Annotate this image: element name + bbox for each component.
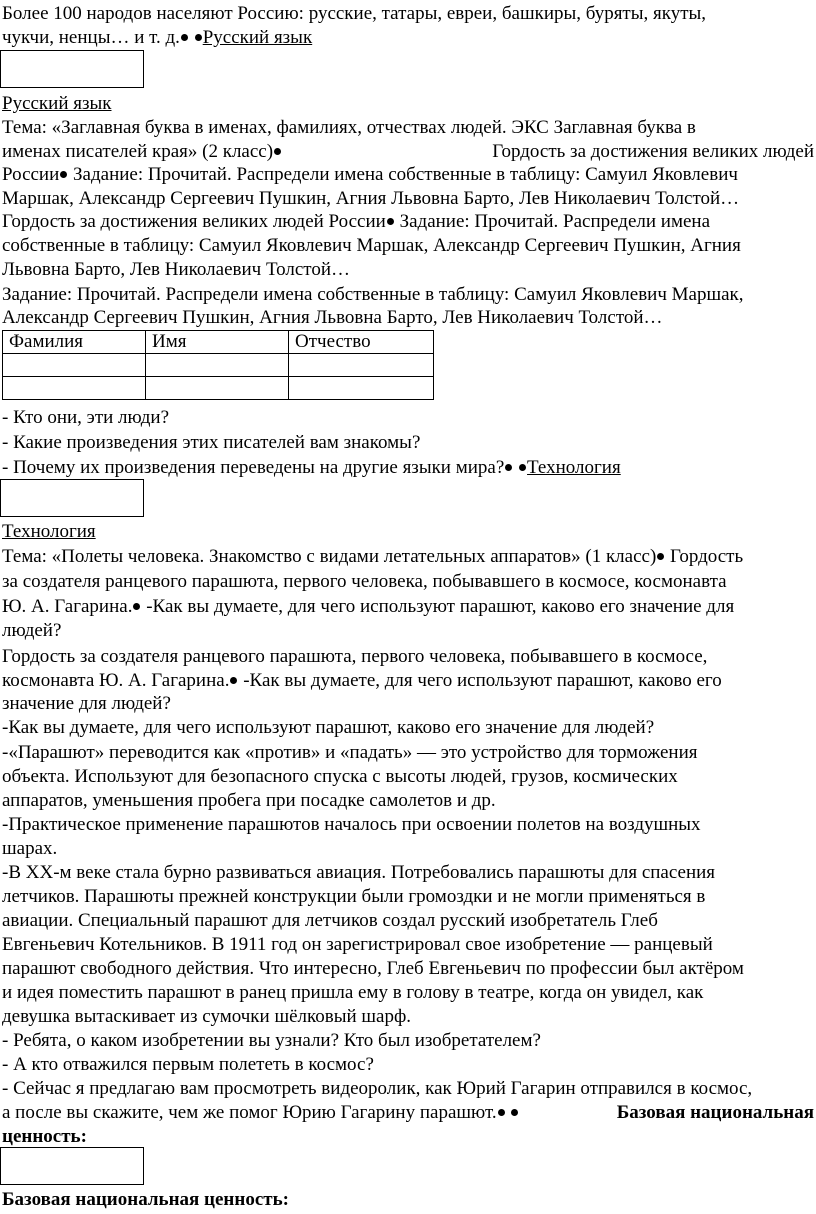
tech-text: космонавта Ю. А. Гагарина. [2, 670, 230, 691]
tech-line-6 [2, 669, 814, 692]
tech-line: людей? [2, 620, 62, 641]
tech-line: шарах. [2, 838, 58, 859]
tech-line-24 [2, 1101, 814, 1124]
bullet-icon [181, 34, 188, 41]
tech-line: -Практическое применение парашютов началось при освоении полетов на воздушных [2, 814, 701, 835]
russian-text: России [2, 164, 60, 185]
tech-text: Тема: «Полеты человека. Знакомство с видами летательных аппаратов» (1 класс) [2, 546, 657, 567]
table-cell[interactable] [146, 354, 289, 377]
russian-text: Задание: Прочитай. Распредели имена собственные в таблицу: Самуил Яковлевич [73, 164, 738, 185]
tech-line-3 [2, 595, 814, 618]
tech-line: и идея поместить парашют в ранец пришла ему в голову в театре, когда он увидел, как [2, 982, 704, 1003]
technology-link[interactable]: Технология [527, 457, 621, 478]
tech-line: - Ребята, о каком изобретении вы узнали? Кто был изобретателем? [2, 1030, 541, 1051]
table-cell[interactable] [289, 354, 434, 377]
bullet-icon [511, 1109, 518, 1116]
tech-line: - Сейчас я предлагаю вам просмотреть видеоролик, как Юрий Гагарин отправился в космос, [2, 1078, 753, 1099]
table-header-row [3, 331, 434, 354]
intro-line-2 [2, 26, 814, 49]
table-cell[interactable] [3, 354, 146, 377]
bullet-icon [505, 464, 512, 471]
tech-line: авиации. Специальный парашют для летчиков создал русский изобретатель Глеб [2, 910, 658, 931]
russian-line: собственные в таблицу: Самуил Яковлевич Маршак, Александр Сергеевич Пушкин, Агния [2, 235, 741, 256]
bullet-icon [195, 34, 202, 41]
tech-text: -Как вы думаете, для чего используют парашют, каково его [238, 670, 722, 691]
russian-line: Маршак, Александр Сергеевич Пушкин, Агния Львовна Барто, Лев Николаевич Толстой… [2, 188, 740, 209]
table-cell[interactable] [289, 377, 434, 400]
table-cell[interactable] [3, 377, 146, 400]
empty-image-frame [0, 1147, 144, 1185]
tech-line: -«Парашют» переводится как «против» и «падать» — это устройство для торможения [2, 742, 698, 763]
tech-line: - А кто отважился первым полететь в космос? [2, 1054, 374, 1075]
russian-line: Александр Сергеевич Пушкин, Агния Львовна Барто, Лев Николаевич Толстой… [2, 307, 663, 328]
tech-line: за создателя ранцевого парашюта, первого человека, побывавшего в космосе, космонавта [2, 571, 727, 592]
tech-line: Евгеньевич Котельников. В 1911 год он зарегистрировал свое изобретение — ранцевый [2, 934, 713, 955]
table-header-cell: Имя [146, 331, 289, 354]
intro-text: чукчи, ненцы… и т. д. [2, 27, 180, 48]
russian-line: Львовна Барто, Лев Николаевич Толстой… [2, 259, 351, 280]
tech-text: Ю. А. Гагарина. [2, 596, 133, 617]
tech-line: девушка вытаскивает из сумочки шёлковый шарф. [2, 1006, 412, 1027]
section-heading-russian: Русский язык [2, 93, 112, 114]
bullet-icon [230, 677, 237, 684]
tech-line: объекта. Используют для безопасного спуска с высоты людей, грузов, космических [2, 766, 678, 787]
section-heading-technology: Технология [2, 521, 96, 542]
tech-text: Гордость [665, 546, 744, 567]
names-table [2, 330, 434, 400]
question-text: - Почему их произведения переведены на другие языки мира? [2, 457, 505, 478]
russian-line-5 [2, 210, 814, 233]
tech-line: аппаратов, уменьшения пробега при посадке самолетов и др. [2, 790, 496, 811]
russian-line: Тема: «Заглавная буква в именах, фамилиях, отчествах людей. ЭКС Заглавная буква в [2, 117, 696, 138]
russian-text: Гордость за достижения великих людей [492, 141, 814, 162]
tech-line: летчиков. Парашюты прежней конструкции были громоздки и не могли применяться в [2, 886, 706, 907]
russian-line-3 [2, 163, 814, 186]
russian-text: Гордость за достижения великих людей России [2, 211, 386, 232]
bullet-icon [519, 464, 526, 471]
russian-text: Задание: Прочитай. Распредели имена [399, 211, 711, 232]
table-row [3, 354, 434, 377]
tech-line-1 [2, 545, 814, 568]
table-header-cell: Отчество [289, 331, 434, 354]
tech-line: Гордость за создателя ранцевого парашюта, первого человека, побывавшего в космосе, [2, 646, 708, 667]
tech-text: -Как вы думаете, для чего используют парашют, каково его значение для [141, 596, 735, 617]
bullet-icon [274, 148, 281, 155]
question-line: - Кто они, эти люди? [2, 407, 170, 428]
bullet-icon [133, 603, 140, 610]
intro-line: Более 100 народов населяют Россию: русские, татары, евреи, башкиры, буряты, якуты, [2, 3, 707, 24]
bullet-icon [657, 553, 664, 560]
table-row [3, 377, 434, 400]
table-header-cell: Фамилия [3, 331, 146, 354]
russian-line: Задание: Прочитай. Распредели имена собственные в таблицу: Самуил Яковлевич Маршак, [2, 284, 744, 305]
empty-image-frame [0, 479, 144, 517]
tech-line: -В XX-м веке стала бурно развиваться авиация. Потребовались парашюты для спасения [2, 862, 716, 883]
tech-line: парашют свободного действия. Что интересно, Глеб Евгеньевич по профессии был актёром [2, 958, 744, 979]
table-cell[interactable] [146, 377, 289, 400]
russian-line-2 [2, 140, 814, 163]
national-value-heading-inline: Базовая национальная [616, 1102, 814, 1123]
tech-line-bold: ценность: [2, 1126, 87, 1147]
bullet-icon [387, 218, 394, 225]
empty-image-frame [0, 50, 144, 88]
section-heading-national-value: Базовая национальная ценность: [2, 1189, 289, 1210]
tech-line: значение для людей? [2, 693, 171, 714]
russian-language-link[interactable]: Русский язык [202, 27, 313, 48]
tech-text: а после вы скажите, чем же помог Юрию Гагарину парашют. [2, 1102, 497, 1123]
bullet-icon [60, 171, 67, 178]
question-line-3 [2, 456, 814, 479]
russian-text: именах писателей края» (2 класс) [2, 141, 274, 162]
tech-line: -Как вы думаете, для чего используют парашют, каково его значение для людей? [2, 717, 655, 738]
question-line: - Какие произведения этих писателей вам знакомы? [2, 432, 421, 453]
bullet-icon [498, 1109, 505, 1116]
